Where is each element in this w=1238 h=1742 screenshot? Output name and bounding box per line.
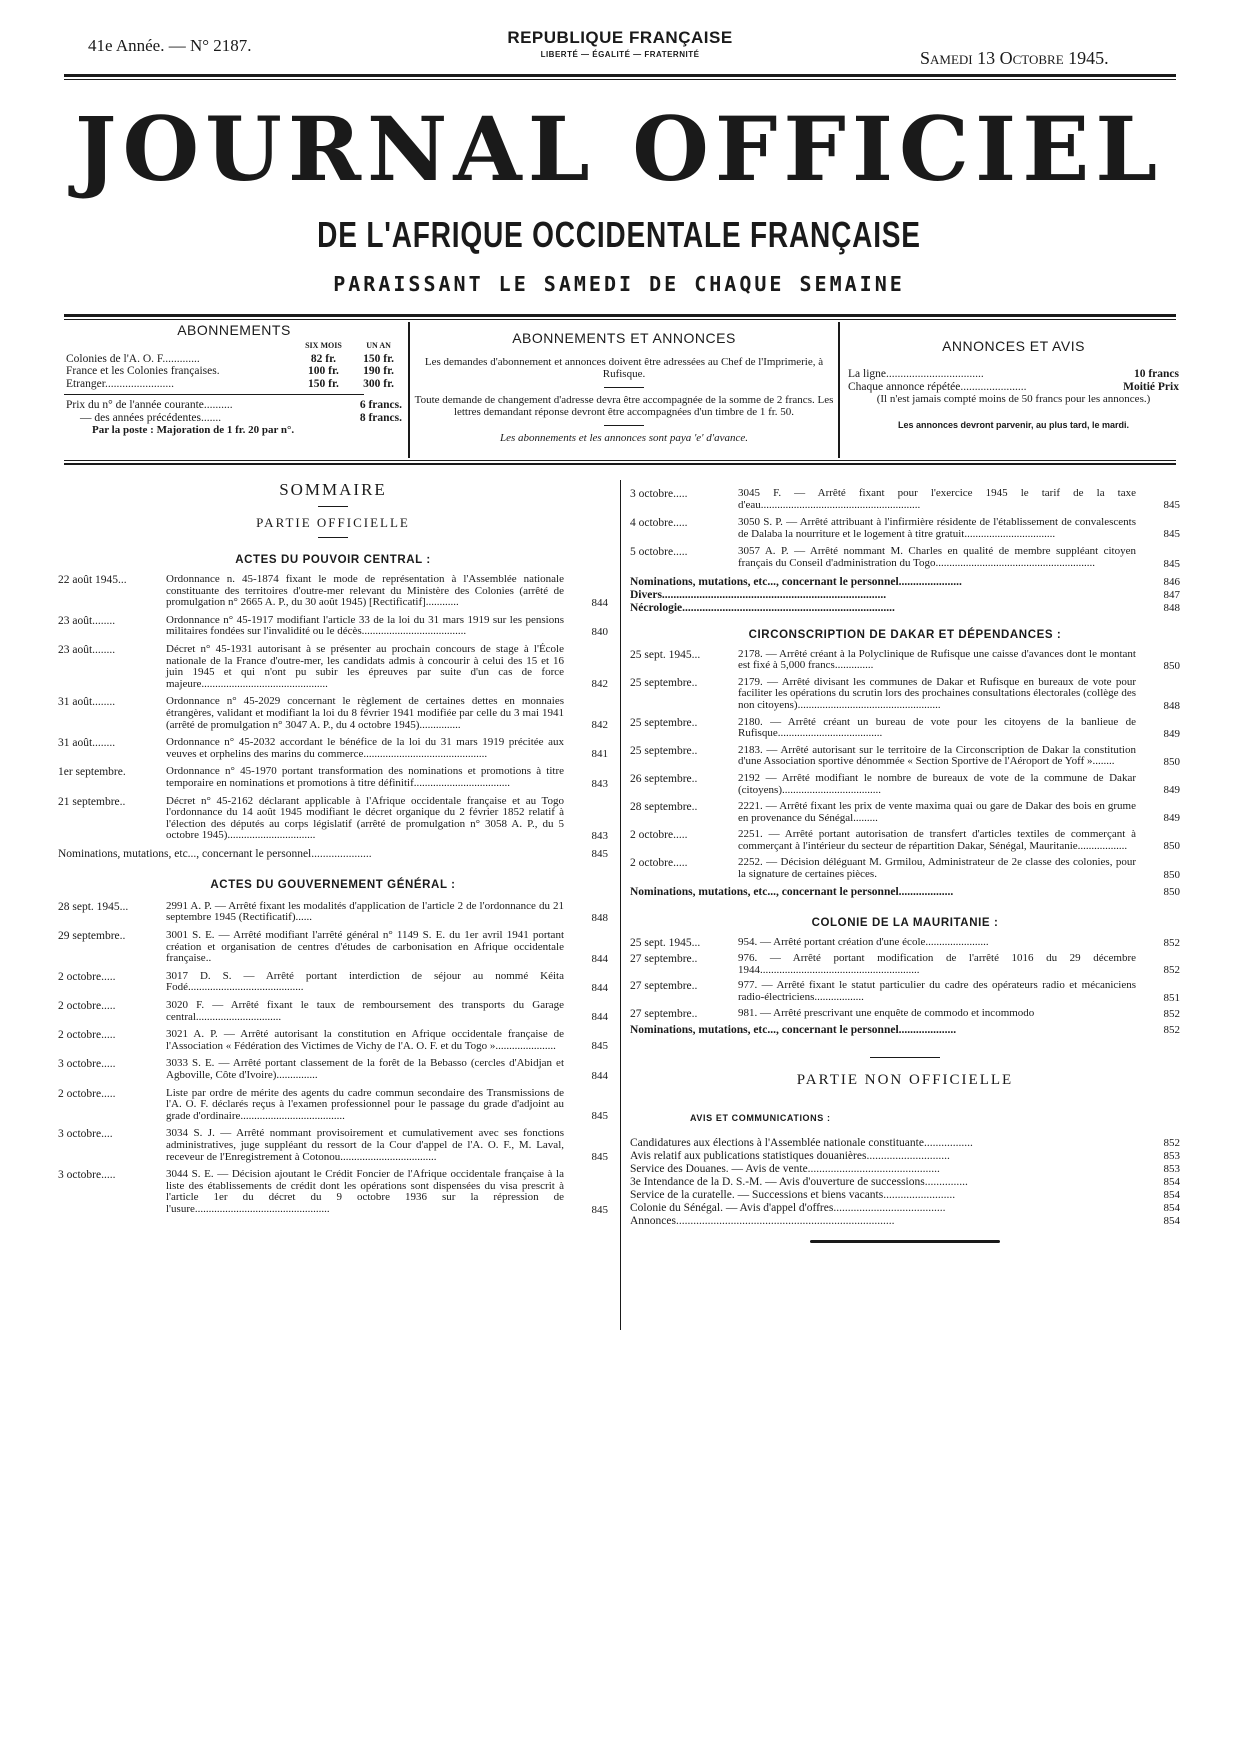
entry-text: 954. — Arrêté portant création d'une école....................... — [738, 935, 989, 948]
dakar-act-entry — [630, 717, 1180, 740]
entry-date: 3 octobre.... — [58, 1128, 113, 1141]
entry-page: 853 — [1163, 1163, 1180, 1176]
avis-entry — [630, 1150, 1180, 1163]
entry-text: 2221. — Arrêté fixant les prix de vente maxima quai ou gare de Dakar des bois en grume en provenance du Sénégal......... — [738, 800, 1136, 824]
government-act-entry — [58, 1169, 608, 1215]
entry-date: 23 août........ — [58, 614, 116, 627]
entry-page: 847 — [1163, 588, 1180, 601]
entry-page: 848 — [1163, 699, 1180, 712]
masthead-title: JOURNAL OFFICIEL — [74, 97, 1164, 201]
entry-text: Divers.............................................................................. — [630, 588, 887, 601]
mauritania-act-entry — [630, 937, 1180, 950]
dakar-act-entry — [630, 649, 1180, 672]
entry-date: 2 octobre..... — [630, 857, 688, 870]
subs-bottom-rule — [64, 460, 1176, 461]
entry-text: 2252. — Décision déléguant M. Grmilou, Administrateur de 2e classe des colonies, pour la signature de certaines pièces. — [738, 856, 1136, 881]
box-divider — [408, 322, 410, 458]
entry-date: 3 octobre..... — [630, 488, 688, 500]
entry-date: 29 septembre.. — [58, 930, 126, 943]
dakar-acts-list — [630, 649, 1180, 881]
price-row: — des années précédentes....... 8 francs. — [80, 411, 402, 424]
subscriptions-table — [64, 340, 404, 390]
issue-number: 41e Année. — N° 2187. — [88, 36, 252, 55]
dakar-act-entry — [630, 677, 1180, 712]
entry-date: 31 août........ — [58, 737, 116, 750]
mauritania-act-entry — [630, 1008, 1180, 1021]
entry-date: 2 octobre..... — [58, 1087, 116, 1100]
entry-text: 3044 S. E. — Décision ajoutant le Crédit Foncier de l'Afrique occidentale française à la liste des établissements de crédit dont les opérations sont dispensées du visa prescrit à l'article 1er du décret du 9 octobre 1936 sur la répression de l'usure................................................. — [166, 1168, 564, 1215]
entry-page: 848 — [591, 912, 608, 925]
entry-text: Ordonnance n° 45-2029 concernant le règlement de certaines dettes en monnaies étrangères, validant et modifiant la loi du 8 février 1941 modifiée par celle du 3 mai 1941 (arrêté de promulgation n° 3047 A. P., du 4 octobre 1945)............... — [166, 695, 564, 731]
government-act-entry — [630, 517, 1180, 540]
entry-text: Service des Douanes. — Avis de vente.............................................. — [630, 1163, 940, 1176]
entry-date: 27 septembre.. — [630, 953, 698, 966]
entry-text: Nécrologie.......................................................................... — [630, 601, 895, 614]
price-row: Prix du n° de l'année courante.......... 6 francs. — [66, 399, 402, 411]
entry-text: 2180. — Arrêté créant un bureau de vote pour les citoyens de la banlieue de Rufisque...................................... — [738, 715, 1136, 740]
entry-page: 845 — [1163, 499, 1180, 512]
government-act-entry — [58, 930, 608, 965]
entry-text: Ordonnance n° 45-2032 accordant le bénéfice de la loi du 31 mars 1919 précitée aux veuves et orphelins des marins du commerce............................................. — [166, 736, 564, 760]
entry-page: 850 — [1163, 840, 1180, 853]
entry-text: 3050 S. P. — Arrêté attribuant à l'infirmière résidente de l'établissement de convalescents de Dalaba la nourriture et le logement à titre gratuit................................. — [738, 516, 1136, 540]
entry-text: Décret n° 45-2162 déclarant applicable à l'Afrique occidentale française et au Togo l'ordonnance du 14 août 1945 modifiant le décret organique du 2 février 1852 relatif à l'élection des députés au corps législatif (arrêté de promulgation n° 3058 A. P., du 5 octobre 1945)................................ — [166, 794, 564, 842]
avis-entry — [630, 1189, 1180, 1202]
section-central: ACTES DU POUVOIR CENTRAL : — [235, 554, 431, 566]
entry-text: 3e Intendance de la D. S.-M. — Avis d'ouverture de successions............... — [630, 1176, 968, 1189]
publication-frequency: PARAISSANT LE SAMEDI DE CHAQUE SEMAINE — [333, 272, 905, 296]
entry-page: 852 — [1163, 937, 1180, 950]
subs-announces-p3: Les abonnements et les annonces sont paya 'e' d'avance. — [499, 431, 749, 444]
section-mauritania: COLONIE DE LA MAURITANIE : — [811, 916, 999, 929]
entry-date: 25 sept. 1945... — [630, 648, 701, 661]
avis-entry — [630, 1137, 1180, 1150]
misc-entry — [630, 576, 1180, 589]
entry-text: Liste par ordre de mérite des agents du cadre commun secondaire des Transmissions de l'A. O. F. déclarés reçus à l'examen professionnel pour le passage du grade d'adjoint au grade d'ordinaire...................................... — [166, 1086, 564, 1122]
entry-page: 854 — [1163, 1189, 1180, 1202]
entry-date: 28 septembre.. — [630, 801, 698, 814]
entry-text: 2179. — Arrêté divisant les communes de Dakar et Rufisque en bureaux de vote pour faciliter les opérations du scrutin lors des prochaines consultations électorales (collège des non citoyens).................................................... — [738, 675, 1136, 711]
entry-page: 854 — [1163, 1202, 1180, 1215]
entry-page: 845 — [591, 1040, 608, 1053]
entry-text: 3021 A. P. — Arrêté autorisant la constitution en Afrique occidentale française de l'Association « Fédération des Victimes de Vichy de l'A. O. F. et du Togo »...................... — [166, 1028, 564, 1052]
dakar-act-entry — [630, 857, 1180, 880]
subs-announces-title: ABONNEMENTS ET ANNONCES — [512, 330, 736, 346]
entry-text: 3034 S. J. — Arrêté nommant provisoirement et cumulativement avec ses fonctions administratives, juge suppléant du ressort de la Cour d'appel de l'A. O. F., M. Laval, receveur de l'Enregistrement à Cotonou................................... — [166, 1127, 564, 1163]
avis-entry — [630, 1215, 1180, 1228]
entry-date: 31 août........ — [58, 696, 116, 709]
entry-date: 23 août........ — [58, 643, 116, 656]
header-rule — [64, 74, 1176, 77]
subscriptions-announces-box — [414, 330, 834, 444]
official-part-title: PARTIE OFFICIELLE — [256, 515, 410, 530]
subs-top-rule-thin — [64, 319, 1176, 320]
summary-right-column — [630, 488, 1180, 1243]
mauritania-nominations: Nominations, mutations, etc..., concernant le personnel.................... 852 — [630, 1024, 1180, 1037]
unofficial-part-title: PARTIE NON OFFICIELLE — [796, 1072, 1014, 1089]
entry-page: 850 — [1163, 868, 1180, 881]
entry-page: 849 — [1163, 727, 1180, 740]
entry-page: 843 — [591, 777, 608, 790]
entry-date: 27 septembre.. — [630, 980, 698, 993]
subs-announces-p2: Toute demande de changement d'adresse devra être accompagnée de la somme de 2 francs. Les lettres demandant réponse devront être accompagnées d'un timbre de 1 fr. 50. — [414, 393, 834, 419]
entry-text: Colonie du Sénégal. — Avis d'appel d'offres....................................... — [630, 1202, 946, 1215]
entry-date: 1er septembre. — [58, 766, 126, 779]
entry-page: 852 — [1163, 1137, 1180, 1150]
republic-title: REPUBLIQUE FRANÇAISE — [507, 28, 733, 47]
entry-page: 852 — [1163, 964, 1180, 977]
avis-entry — [630, 1202, 1180, 1215]
government-act-entry — [630, 488, 1180, 511]
avis-entry — [630, 1163, 1180, 1176]
mauritania-acts-list — [630, 937, 1180, 1021]
col-six-months: SIX MOIS — [305, 341, 342, 350]
announce-rate-row: Chaque annonce répétée....................... Moitié Prix — [848, 380, 1179, 393]
government-act-entry — [58, 901, 608, 924]
entry-text: 3020 F. — Arrêté fixant le taux de remboursement des transports du Garage central............................... — [166, 999, 564, 1023]
misc-entry — [630, 589, 1180, 602]
entry-page: 851 — [1163, 991, 1180, 1004]
header-rule-thin — [64, 79, 1176, 80]
entry-date: 3 octobre..... — [58, 1058, 116, 1071]
central-act-entry — [58, 796, 608, 842]
entry-text: 976. — Arrêté portant modification de l'arrêté 1016 du 29 décembre 1944.......................................................... — [738, 952, 1136, 976]
entry-page: 842 — [591, 719, 608, 732]
entry-text: Ordonnance n° 45-1970 portant transformation des nominations et promotions à titre temporaire en nominations et promotions à titre définitif................................... — [166, 765, 564, 789]
short-rule — [604, 425, 644, 426]
entry-date: 5 octobre..... — [630, 546, 688, 559]
entry-page: 849 — [1163, 812, 1180, 825]
entry-text: 2183. — Arrêté autorisant sur le territoire de la Circonscription de Dakar la constitution d'une Association sportive dénommée « Section Sportive de l'Aéroport de Yoff »........ — [738, 743, 1136, 768]
entry-page: 854 — [1163, 1176, 1180, 1189]
dakar-act-entry — [630, 745, 1180, 768]
government-act-entry — [58, 1000, 608, 1023]
subs-announces-p1: Les demandes d'abonnement et annonces doivent être adressées au Chef de l'Imprimerie, à Rufisque. — [424, 356, 824, 381]
central-acts-list — [58, 574, 608, 842]
entry-text: 2251. — Arrêté portant autorisation de transfert d'articles textiles de commerçant à commerçant à l'intérieur du secteur de répartition Dakar, Sénégal, Mauritanie.................. — [738, 828, 1136, 852]
government-act-entry — [58, 1029, 608, 1052]
entry-text: 977. — Arrêté fixant le statut particulier du cadre des opérateurs radio et mécaniciens radio-électriciens.................. — [738, 979, 1136, 1004]
dakar-act-entry — [630, 829, 1180, 852]
dakar-act-entry — [630, 773, 1180, 796]
subs-bottom-rule-thick — [64, 463, 1176, 465]
box-divider — [838, 322, 840, 458]
entry-text: 2192 — Arrêté modifiant le nombre de bureaux de vote de la commune de Dakar (citoyens).................................... — [738, 771, 1136, 796]
entry-page: 840 — [591, 625, 608, 638]
mauritania-act-entry — [630, 980, 1180, 1003]
central-act-entry — [58, 574, 608, 609]
entry-page: 852 — [1163, 1008, 1180, 1021]
entry-date: 2 octobre..... — [58, 970, 116, 983]
entry-page: 845 — [591, 1203, 608, 1216]
government-acts-continued — [630, 488, 1180, 570]
entry-date: 25 septembre.. — [630, 744, 698, 757]
government-acts-list — [58, 901, 608, 1216]
entry-page: 853 — [1163, 1150, 1180, 1163]
entry-page: 845 — [1163, 528, 1180, 541]
government-act-entry — [630, 546, 1180, 569]
summary-left-column — [58, 480, 608, 1222]
entry-text: Nominations, mutations, etc..., concernant le personnel...................... — [630, 575, 962, 588]
rate-row: Colonies de l'A. O. F............. 82 fr. 150 fr. — [66, 352, 394, 365]
entry-date: 2 octobre..... — [630, 829, 688, 842]
entry-text: Décret n° 45-1931 autorisant à se présenter au prochain concours de stage à l'École nationale de la France d'outre-mer, les candidats admis à concourir à celui des 15 et 16 juin 1945 et qui n'ont pu subir les épreuves par suite d'un cas de force majeure.............................................. — [166, 642, 564, 690]
central-act-entry — [58, 766, 608, 789]
entry-date: 25 sept. 1945... — [630, 936, 701, 949]
post-note: Par la poste : Majoration de 1 fr. 20 par n°. — [92, 424, 295, 436]
entry-page: 850 — [1163, 659, 1180, 672]
entry-page: 844 — [591, 1069, 608, 1082]
entry-text: 3033 S. E. — Arrêté portant classement de la forêt de la Bebasso (cercles d'Abidjan et Agboville, Côte d'Ivoire)............... — [166, 1057, 564, 1081]
central-nominations: Nominations, mutations, etc..., concernant le personnel..................... 845 — [58, 847, 608, 860]
entry-text: Ordonnance n° 45-1917 modifiant l'article 33 de la loi du 31 mars 1919 sur les pensions militaires fondées sur l'invalidité ou le décès...................................... — [166, 613, 564, 638]
column-divider — [620, 480, 621, 1330]
avis-entry — [630, 1176, 1180, 1189]
entry-text: 2991 A. P. — Arrêté fixant les modalités d'application de l'article 2 de l'ordonnance du 21 septembre 1945 (Rectificatif)...... — [166, 899, 564, 924]
entry-text: Service de la curatelle. — Successions et biens vacants......................... — [630, 1189, 956, 1202]
central-act-entry — [58, 696, 608, 731]
entry-page: 841 — [591, 748, 608, 761]
entry-text: 981. — Arrêté prescrivant une enquête de commodo et incommodo — [738, 1006, 1035, 1019]
entry-date: 25 septembre.. — [630, 676, 698, 689]
entry-date: 21 septembre.. — [58, 795, 126, 808]
government-act-entry — [58, 1128, 608, 1163]
government-act-entry — [58, 1058, 608, 1081]
end-ornament — [810, 1240, 1000, 1243]
entry-page: 849 — [1163, 784, 1180, 797]
central-act-entry — [58, 737, 608, 760]
entry-page: 846 — [1163, 575, 1180, 588]
entry-page: 845 — [591, 1110, 608, 1123]
republic-motto: LIBERTÉ — ÉGALITÉ — FRATERNITÉ — [540, 50, 700, 59]
entry-date: 2 octobre..... — [58, 1029, 116, 1042]
announces-note: (Il n'est jamais compté moins de 50 francs pour les annonces.) — [876, 393, 1151, 405]
entry-page: 844 — [591, 1011, 608, 1024]
subscriptions-title: ABONNEMENTS — [177, 322, 291, 338]
entry-text: 3045 F. — Arrêté fixant pour l'exercice 1945 le tarif de la taxe d'eau.......................................................... — [738, 487, 1136, 511]
section-avis: AVIS ET COMMUNICATIONS : — [690, 1113, 831, 1124]
issue-date: Samedi 13 Octobre 1945. — [920, 48, 1109, 68]
subs-top-rule — [64, 314, 1176, 317]
entry-text: Avis relatif aux publications statistiques douanières............................. — [630, 1150, 950, 1163]
rate-row: France et les Colonies françaises. 100 fr. 190 fr. — [66, 365, 394, 377]
masthead-subtitle: DE L'AFRIQUE OCCIDENTALE FRANÇAISE — [317, 214, 921, 255]
entry-date: 27 septembre.. — [630, 1007, 698, 1020]
entry-page: 844 — [591, 952, 608, 965]
entry-page: 848 — [1163, 601, 1180, 614]
entry-date: 28 sept. 1945... — [58, 900, 129, 913]
entry-date: 22 août 1945... — [58, 574, 127, 586]
announces-deadline: Les annonces devront parvenir, au plus tard, le mardi. — [897, 420, 1130, 431]
announces-title: ANNONCES ET AVIS — [942, 338, 1085, 354]
dakar-act-entry — [630, 801, 1180, 824]
entry-text: Candidatures aux élections à l'Assemblée nationale constituante................. — [630, 1137, 973, 1150]
entry-page: 842 — [591, 678, 608, 691]
entry-text: 3001 S. E. — Arrêté modifiant l'arrêté général n° 1149 S. E. du 1er avril 1941 portant création et organisation de centres d'études de carbonisation en Afrique occidentale française.. — [166, 929, 564, 965]
col-one-year: UN AN — [366, 341, 391, 350]
entry-page: 854 — [1163, 1215, 1180, 1228]
subscriptions-box — [64, 322, 404, 436]
entry-text: Annonces............................................................................ — [630, 1215, 895, 1228]
entry-page: 843 — [591, 829, 608, 842]
entry-text: Ordonnance n. 45-1874 fixant le mode de représentation à l'Assemblée nationale constituante des territoires d'outre-mer relevant du Ministère des Colonies (arrêté de promulgation n° 2665 A. P., du 30 août 1945) [Rectificatif]............ — [166, 573, 564, 609]
entry-text: 3017 D. S. — Arrêté portant interdiction de séjour au nommé Kéita Fodé.......................................... — [166, 969, 564, 994]
entry-date: 3 octobre..... — [58, 1169, 116, 1182]
entry-page: 844 — [591, 596, 608, 609]
entry-date: 4 octobre..... — [630, 517, 688, 530]
government-act-entry — [58, 1088, 608, 1123]
republic-banner — [440, 28, 800, 59]
section-government: ACTES DU GOUVERNEMENT GÉNÉRAL : — [210, 878, 456, 891]
announce-rate-row: La ligne.................................. 10 francs — [848, 368, 1179, 380]
announces-box — [846, 338, 1181, 432]
entry-text: 2178. — Arrêté créant à la Polyclinique de Rufisque une caisse d'avances dont le montant est fixé à 5,000 francs.............. — [738, 647, 1136, 672]
entry-text: 3057 A. P. — Arrêté nommant M. Charles en qualité de membre suppléant citoyen français du Conseil d'administration du Togo.......................................................... — [738, 545, 1136, 569]
misc-entries — [630, 576, 1180, 615]
entry-page: 845 — [591, 1151, 608, 1164]
avis-list — [630, 1137, 1180, 1228]
dakar-nominations: Nominations, mutations, etc..., concernant le personnel................... 850 — [630, 885, 1180, 898]
entry-page: 845 — [1163, 557, 1180, 570]
entry-page: 844 — [591, 982, 608, 995]
government-act-entry — [58, 971, 608, 994]
short-rule — [604, 387, 644, 388]
mauritania-act-entry — [630, 953, 1180, 976]
section-dakar: CIRCONSCRIPTION DE DAKAR ET DÉPENDANCES : — [748, 628, 1062, 641]
entry-date: 26 septembre.. — [630, 772, 698, 785]
entry-date: 25 septembre.. — [630, 716, 698, 729]
rate-row: Etranger........................ 150 fr. 300 fr. — [66, 377, 394, 390]
summary-title: SOMMAIRE — [279, 480, 387, 499]
entry-page: 850 — [1163, 755, 1180, 768]
central-act-entry — [58, 644, 608, 690]
central-act-entry — [58, 615, 608, 638]
misc-entry — [630, 602, 1180, 615]
entry-date: 2 octobre..... — [58, 1000, 116, 1013]
